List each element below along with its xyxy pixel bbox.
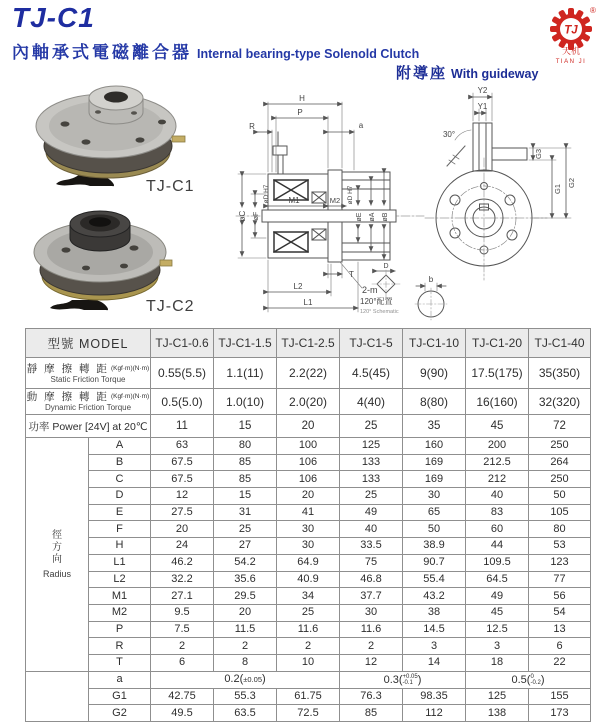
table-cell: 55.4 [403, 571, 466, 588]
brand-logo [543, 3, 599, 65]
table-row [26, 588, 591, 605]
empty-group-cell [26, 671, 89, 721]
tolerance-cell: 0.5( 0 -0.2 ) [466, 671, 591, 688]
logo-english-name: TIAN JI [555, 59, 587, 65]
tolerance-cell: 0.2(±0.05) [151, 671, 340, 688]
table-cell: 49 [340, 504, 403, 521]
table-cell: 54.2 [214, 554, 277, 571]
table-cell: 250 [529, 438, 591, 455]
dim-label-y2: Y2 [477, 86, 488, 95]
guideway-english: With guideway [451, 67, 539, 81]
dim-label-phi-c: øC [238, 210, 247, 222]
table-cell: 18 [466, 654, 529, 671]
table-row [26, 504, 591, 521]
table-cell: 13 [529, 621, 591, 638]
table-cell: 55.3 [214, 688, 277, 705]
table-cell: 8(80) [403, 389, 466, 415]
table-cell: 67.5 [151, 454, 214, 471]
table-cell: 46.2 [151, 554, 214, 571]
dimension-label: H [89, 538, 151, 555]
table-cell: 17.5(175) [466, 358, 529, 389]
page-subtitle [12, 38, 419, 63]
table-cell: 24 [151, 538, 214, 555]
table-cell: 20 [214, 604, 277, 621]
model-column-header: TJ-C1-5 [340, 329, 403, 358]
table-row [26, 671, 591, 688]
table-cell: 38.9 [403, 538, 466, 555]
table-cell: 33.5 [340, 538, 403, 555]
table-row [26, 358, 591, 389]
table-cell: 125 [466, 688, 529, 705]
table-cell: 125 [340, 438, 403, 455]
dimension-label: M1 [89, 588, 151, 605]
photo-label-tj-c2: TJ-C2 [146, 298, 195, 315]
table-cell: 63.5 [214, 705, 277, 722]
table-row [26, 521, 591, 538]
table-cell: 49 [466, 588, 529, 605]
table-cell: 72.5 [277, 705, 340, 722]
table-cell: 29.5 [214, 588, 277, 605]
table-cell: 2.2(22) [277, 358, 340, 389]
table-row [26, 554, 591, 571]
table-cell: 15 [214, 488, 277, 505]
table-cell: 63 [151, 438, 214, 455]
model-column-header: TJ-C1-40 [529, 329, 591, 358]
table-cell: 212 [466, 471, 529, 488]
dimension-label: a [89, 671, 151, 688]
table-cell: 31 [214, 504, 277, 521]
table-cell: 7.5 [151, 621, 214, 638]
table-cell: 6 [529, 638, 591, 655]
table-cell: 49.5 [151, 705, 214, 722]
dimension-label: T [89, 654, 151, 671]
dim-label-phi-e: øE [356, 212, 363, 222]
table-cell: 16(160) [466, 389, 529, 415]
dim-label-phi-f: øF [253, 211, 260, 221]
table-cell: 138 [466, 705, 529, 722]
dimension-label: R [89, 638, 151, 655]
table-cell: 14 [403, 654, 466, 671]
dim-label-b: b [428, 275, 434, 284]
dimension-label: D [89, 488, 151, 505]
table-cell: 72 [529, 415, 591, 438]
table-cell: 53 [529, 538, 591, 555]
table-row [26, 488, 591, 505]
table-cell: 106 [277, 471, 340, 488]
dim-label-y1: Y1 [477, 102, 488, 111]
registered-mark-icon: ® [590, 6, 596, 15]
dim-label-phi-d-right: øD H7 [347, 185, 354, 205]
tolerance-cell: 0.3( +0.05 -0.1 ) [340, 671, 466, 688]
table-cell: 155 [529, 688, 591, 705]
table-cell: 27.5 [151, 504, 214, 521]
table-row [26, 604, 591, 621]
dimension-label: P [89, 621, 151, 638]
table-cell: 250 [529, 471, 591, 488]
table-cell: 85 [214, 454, 277, 471]
terminal-tab [172, 136, 185, 142]
table-cell: 12.5 [466, 621, 529, 638]
table-cell: 160 [403, 438, 466, 455]
dim-label-keyway-d: D [383, 263, 389, 270]
table-cell: 38 [403, 604, 466, 621]
table-cell: 30 [277, 538, 340, 555]
dim-label-l1: L1 [303, 298, 313, 307]
table-row [26, 621, 591, 638]
table-row [26, 538, 591, 555]
table-cell: 133 [340, 471, 403, 488]
table-cell: 46.8 [340, 571, 403, 588]
table-cell: 60 [466, 521, 529, 538]
table-cell: 90.7 [403, 554, 466, 571]
table-cell: 44 [466, 538, 529, 555]
product-photo-tj-c1 [20, 78, 190, 190]
table-row [26, 471, 591, 488]
dim-label-g2: G2 [567, 177, 576, 189]
dimension-label: G1 [89, 688, 151, 705]
table-cell: 25 [340, 488, 403, 505]
table-row [26, 438, 591, 455]
table-cell: 77 [529, 571, 591, 588]
table-row [26, 688, 591, 705]
table-row [26, 705, 591, 722]
table-cell: 11 [151, 415, 214, 438]
table-cell: 54 [529, 604, 591, 621]
table-cell: 37.7 [340, 588, 403, 605]
table-cell: 6 [151, 654, 214, 671]
table-cell: 64.9 [277, 554, 340, 571]
dimension-label: E [89, 504, 151, 521]
table-cell: 14.5 [403, 621, 466, 638]
dimension-label: M2 [89, 604, 151, 621]
table-cell: 42.75 [151, 688, 214, 705]
table-cell: 80 [214, 438, 277, 455]
table-cell: 56 [529, 588, 591, 605]
table-cell: 43.2 [403, 588, 466, 605]
row-label: 動 摩 擦 轉 距 (Kgf·m)(N·m) Dynamic Friction Torque [26, 389, 151, 415]
table-cell: 200 [466, 438, 529, 455]
table-row [26, 638, 591, 655]
table-cell: 83 [466, 504, 529, 521]
table-cell: 3 [466, 638, 529, 655]
dim-label-p: P [297, 108, 303, 117]
table-cell: 34 [277, 588, 340, 605]
table-cell: 109.5 [466, 554, 529, 571]
logo-chinese-name: 天机 [561, 46, 581, 56]
table-cell: 40 [340, 521, 403, 538]
table-cell: 40 [466, 488, 529, 505]
model-header: 型號 MODEL [26, 329, 151, 358]
table-cell: 75 [340, 554, 403, 571]
table-cell: 35(350) [529, 358, 591, 389]
table-cell: 22 [529, 654, 591, 671]
spec-table [25, 328, 591, 722]
table-cell: 61.75 [277, 688, 340, 705]
note-120-config-zh: 120°配置 [360, 297, 393, 306]
table-cell: 98.35 [403, 688, 466, 705]
table-cell: 112 [403, 705, 466, 722]
table-cell: 27 [214, 538, 277, 555]
model-column-header: TJ-C1-0.6 [151, 329, 214, 358]
dimension-label: G2 [89, 705, 151, 722]
dim-label-t: T [349, 270, 354, 279]
logo-monogram: TJ [564, 24, 578, 37]
dim-label-h: H [299, 94, 305, 103]
table-cell: 11.6 [340, 621, 403, 638]
table-cell: 50 [403, 521, 466, 538]
table-cell: 2 [277, 638, 340, 655]
dimension-label: B [89, 454, 151, 471]
table-cell: 105 [529, 504, 591, 521]
table-cell: 80 [529, 521, 591, 538]
table-row [26, 571, 591, 588]
dim-label-phi-b: øB [382, 212, 389, 222]
table-cell: 2 [151, 638, 214, 655]
row-label: 功率 Power [24V] at 20℃ [26, 415, 151, 438]
table-cell: 4(40) [340, 389, 403, 415]
table-cell: 0.5(5.0) [151, 389, 214, 415]
page-title: TJ-C1 [12, 2, 95, 33]
table-cell: 32(320) [529, 389, 591, 415]
note-2m: 2-m [362, 285, 378, 295]
table-header-row [26, 329, 591, 358]
table-cell: 264 [529, 454, 591, 471]
model-column-header: TJ-C1-10 [403, 329, 466, 358]
table-cell: 45 [466, 604, 529, 621]
table-cell: 9.5 [151, 604, 214, 621]
dim-label-l2: L2 [293, 282, 303, 291]
table-cell: 64.5 [466, 571, 529, 588]
dimension-label: A [89, 438, 151, 455]
table-row [26, 415, 591, 438]
table-cell: 1.0(10) [214, 389, 277, 415]
dim-label-g3: G3 [534, 148, 543, 160]
row-label: 靜 摩 擦 轉 距 (Kgf·m)(N·m) Static Friction Torque [26, 358, 151, 389]
subtitle-english: Internal bearing-type Solenold Clutch [197, 47, 420, 61]
table-cell: 85 [214, 471, 277, 488]
table-cell: 212.5 [466, 454, 529, 471]
cross-section-diagram [228, 82, 428, 322]
table-cell: 173 [529, 705, 591, 722]
guideway-chinese: 附導座 [396, 65, 448, 82]
table-cell: 30 [340, 604, 403, 621]
table-cell: 1.1(11) [214, 358, 277, 389]
subtitle-chinese: 內軸承式電磁離合器 [12, 43, 192, 62]
table-cell: 106 [277, 454, 340, 471]
table-cell: 10 [277, 654, 340, 671]
table-row [26, 389, 591, 415]
photo-label-tj-c1: TJ-C1 [146, 178, 195, 195]
dim-label-a: a [358, 121, 364, 130]
table-cell: 11.5 [214, 621, 277, 638]
table-cell: 25 [214, 521, 277, 538]
table-cell: 40.9 [277, 571, 340, 588]
table-cell: 35.6 [214, 571, 277, 588]
table-cell: 3 [403, 638, 466, 655]
table-cell: 2 [214, 638, 277, 655]
table-cell: 32.2 [151, 571, 214, 588]
dim-label-angle: 30° [442, 130, 456, 139]
table-cell: 20 [277, 415, 340, 438]
dim-label-phi-d-left: øD H7 [263, 184, 270, 204]
dim-label-m2: M2 [329, 196, 341, 205]
terminal-tab [160, 260, 172, 266]
table-cell: 169 [403, 454, 466, 471]
cable [50, 300, 108, 310]
model-column-header: TJ-C1-2.5 [277, 329, 340, 358]
table-cell: 76.3 [340, 688, 403, 705]
table-cell: 12 [340, 654, 403, 671]
table-cell: 12 [151, 488, 214, 505]
table-cell: 27.1 [151, 588, 214, 605]
note-120-config-en: 120° Schematic [360, 309, 399, 315]
dimension-label: C [89, 471, 151, 488]
table-cell: 133 [340, 454, 403, 471]
table-cell: 15 [214, 415, 277, 438]
table-cell: 45 [466, 415, 529, 438]
table-cell: 30 [277, 521, 340, 538]
table-row [26, 454, 591, 471]
radius-group-label: 徑 方 向 Radius [26, 438, 89, 672]
model-column-header: TJ-C1-1.5 [214, 329, 277, 358]
table-cell: 25 [277, 604, 340, 621]
table-cell: 67.5 [151, 471, 214, 488]
front-view-diagram [413, 80, 601, 322]
dim-label-r: R [249, 122, 255, 131]
table-cell: 2.0(20) [277, 389, 340, 415]
table-cell: 9(90) [403, 358, 466, 389]
dim-label-g1: G1 [553, 183, 562, 195]
table-cell: 85 [340, 705, 403, 722]
table-cell: 20 [277, 488, 340, 505]
table-cell: 65 [403, 504, 466, 521]
model-column-header: TJ-C1-20 [466, 329, 529, 358]
table-cell: 2 [340, 638, 403, 655]
table-cell: 41 [277, 504, 340, 521]
table-cell: 4.5(45) [340, 358, 403, 389]
dim-label-m1: M1 [288, 196, 300, 205]
table-cell: 50 [529, 488, 591, 505]
table-cell: 0.55(5.5) [151, 358, 214, 389]
table-cell: 25 [340, 415, 403, 438]
dimension-label: L2 [89, 571, 151, 588]
dimension-label: F [89, 521, 151, 538]
table-row [26, 654, 591, 671]
dim-label-phi-a: øA [369, 212, 376, 222]
table-cell: 30 [403, 488, 466, 505]
table-cell: 11.6 [277, 621, 340, 638]
table-cell: 169 [403, 471, 466, 488]
table-cell: 123 [529, 554, 591, 571]
table-cell: 100 [277, 438, 340, 455]
table-cell: 8 [214, 654, 277, 671]
table-cell: 35 [403, 415, 466, 438]
table-cell: 20 [151, 521, 214, 538]
dimension-label: L1 [89, 554, 151, 571]
